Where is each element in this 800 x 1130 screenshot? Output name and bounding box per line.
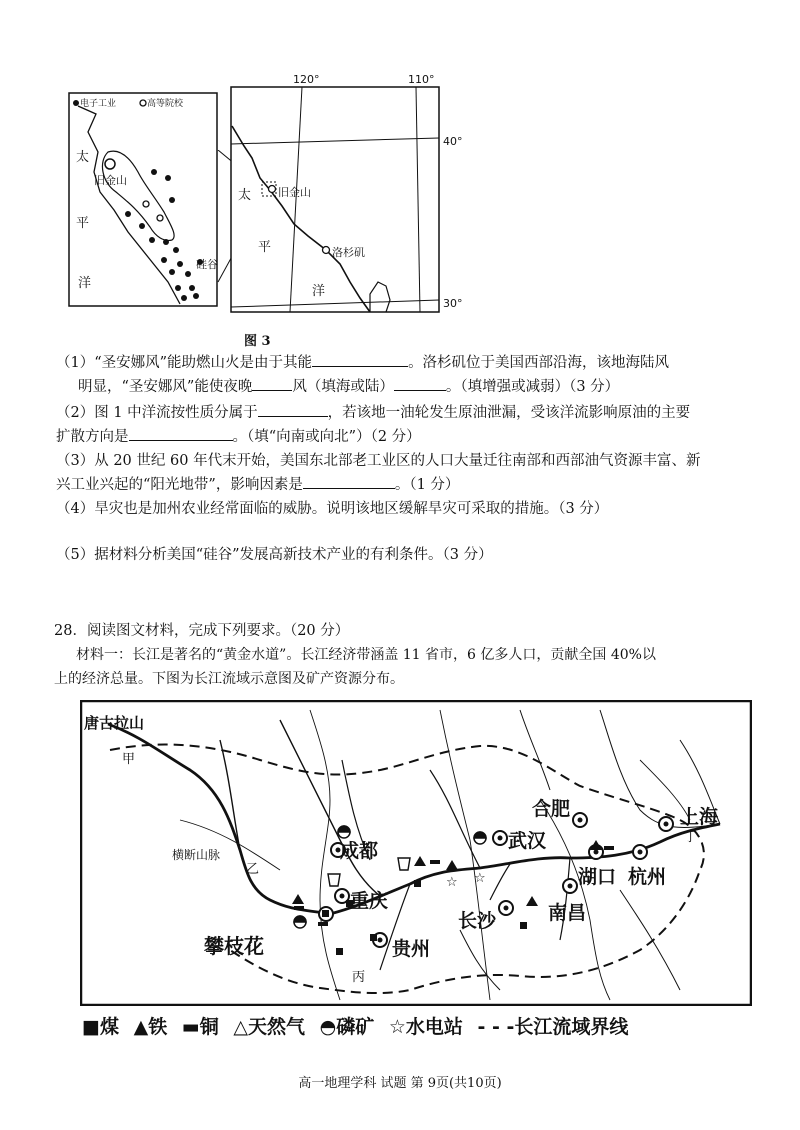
answer-blank[interactable] [394, 376, 446, 391]
inset-label-ping: 平 [76, 216, 90, 231]
answer-blank[interactable] [258, 402, 328, 417]
city-shanghai: 上海 [680, 806, 719, 828]
map-label-tai: 太 [238, 188, 252, 203]
legend-copper: ▬铜 [181, 1016, 219, 1038]
label-tanggula: 唐古拉山 [84, 714, 145, 732]
question-3-line-1: （3）从 20 世纪 60 年代末开始，美国东北部老工业区的人口大量迁往南部和西部油气资源丰富、新 [56, 453, 701, 469]
lat-40-label: 40° [443, 135, 463, 148]
legend-boundary: - - -长江流域界线 [477, 1016, 629, 1038]
figure-3-caption: 图 3 [244, 334, 271, 349]
legend-gas: △天然气 [233, 1016, 306, 1038]
question-5: （5）据材料分析美国“硅谷”发展高新技术产业的有利条件。（3 分） [56, 547, 493, 563]
label-bing: 丙 [352, 970, 366, 985]
legend-phosphate: ◓磷矿 [319, 1016, 375, 1038]
svg-text:☆: ☆ [474, 871, 486, 886]
question-28-material-line-2: 上的经济总量。下图为长江流域示意图及矿产资源分布。 [54, 671, 404, 687]
answer-blank[interactable] [129, 426, 233, 441]
legend-coal: ■煤 [82, 1016, 119, 1038]
city-hangzhou: 杭州 [628, 866, 667, 888]
label-ding: 丁 [684, 830, 698, 845]
question-1-line-1: （1）“圣安娜风”能助燃山火是由于其能 。洛杉矶位于美国西部沿海，该地海陆风 [56, 352, 669, 374]
question-28-title: 28．阅读图文材料，完成下列要求。（20 分） [54, 623, 350, 639]
map-legend [82, 1012, 636, 1039]
lat-30-label: 30° [443, 297, 463, 310]
answer-blank[interactable] [252, 376, 292, 391]
question-2-line-2: 扩散方向是 。（填“向南或向北”）（2 分） [56, 426, 421, 448]
question-1-line-2: 明显，“圣安娜风”能使夜晚 风（填海或陆） 。（填增强或减弱）（3 分） [78, 376, 619, 398]
question-2-line-1: （2）图 1 中洋流按性质分属于 ，若该地一油轮发生原油泄漏，受该洋流影响原油的主要 [56, 402, 690, 424]
label-jia: 甲 [122, 752, 136, 767]
question-4: （4）旱灾也是加州农业经常面临的威胁。说明该地区缓解旱灾可采取的措施。（3 分） [56, 501, 609, 517]
lon-120-label: 120° [293, 73, 320, 86]
map-label-sf: 旧金山 [278, 186, 311, 199]
city-panzhihua: 攀枝花 [204, 934, 264, 958]
inset-label-sv: 硅谷 [196, 258, 218, 271]
label-hengduan: 横断山脉 [172, 848, 221, 862]
question-3-line-2: 兴工业兴起的“阳光地带”，影响因素是 。（1 分） [56, 474, 459, 496]
inset-label-yang: 洋 [78, 276, 92, 291]
lon-110-label: 110° [408, 73, 435, 86]
page-footer: 高一地理学科 试题 第 9页(共10页) [298, 1076, 502, 1091]
label-yi: 乙 [246, 862, 260, 877]
inset-label-tai: 太 [76, 150, 90, 165]
answer-blank[interactable] [303, 474, 395, 489]
inset-legend-college: 高等院校 [147, 99, 184, 109]
map-label-la: 洛杉矶 [332, 246, 365, 259]
legend-hydro: ☆水电站 [388, 1016, 463, 1038]
answer-blank[interactable] [312, 352, 408, 367]
city-changsha: 长沙 [458, 910, 497, 932]
map-label-yang: 洋 [312, 284, 326, 299]
city-wuhan: 武汉 [508, 830, 547, 852]
inset-legend-electronics: 电子工业 [80, 99, 117, 109]
city-nanchang: 南昌 [548, 902, 587, 924]
map-label-ping: 平 [258, 240, 272, 255]
city-chengdu: 成都 [340, 840, 379, 862]
city-chongqing: 重庆 [350, 890, 389, 912]
question-28-material-line-1: 材料一：长江是著名的“黄金水道”。长江经济带涵盖 11 省市，6 亿多人口，贡献全国 40%以 [76, 647, 656, 663]
california-map [230, 86, 440, 314]
svg-text:☆: ☆ [446, 875, 458, 890]
city-guizhou: 贵州 [392, 938, 431, 960]
inset-label-sf: 旧金山 [94, 174, 127, 187]
city-hukou: 湖口 [578, 866, 617, 888]
city-hefei: 合肥 [532, 798, 571, 820]
legend-iron: ▲铁 [133, 1016, 168, 1038]
